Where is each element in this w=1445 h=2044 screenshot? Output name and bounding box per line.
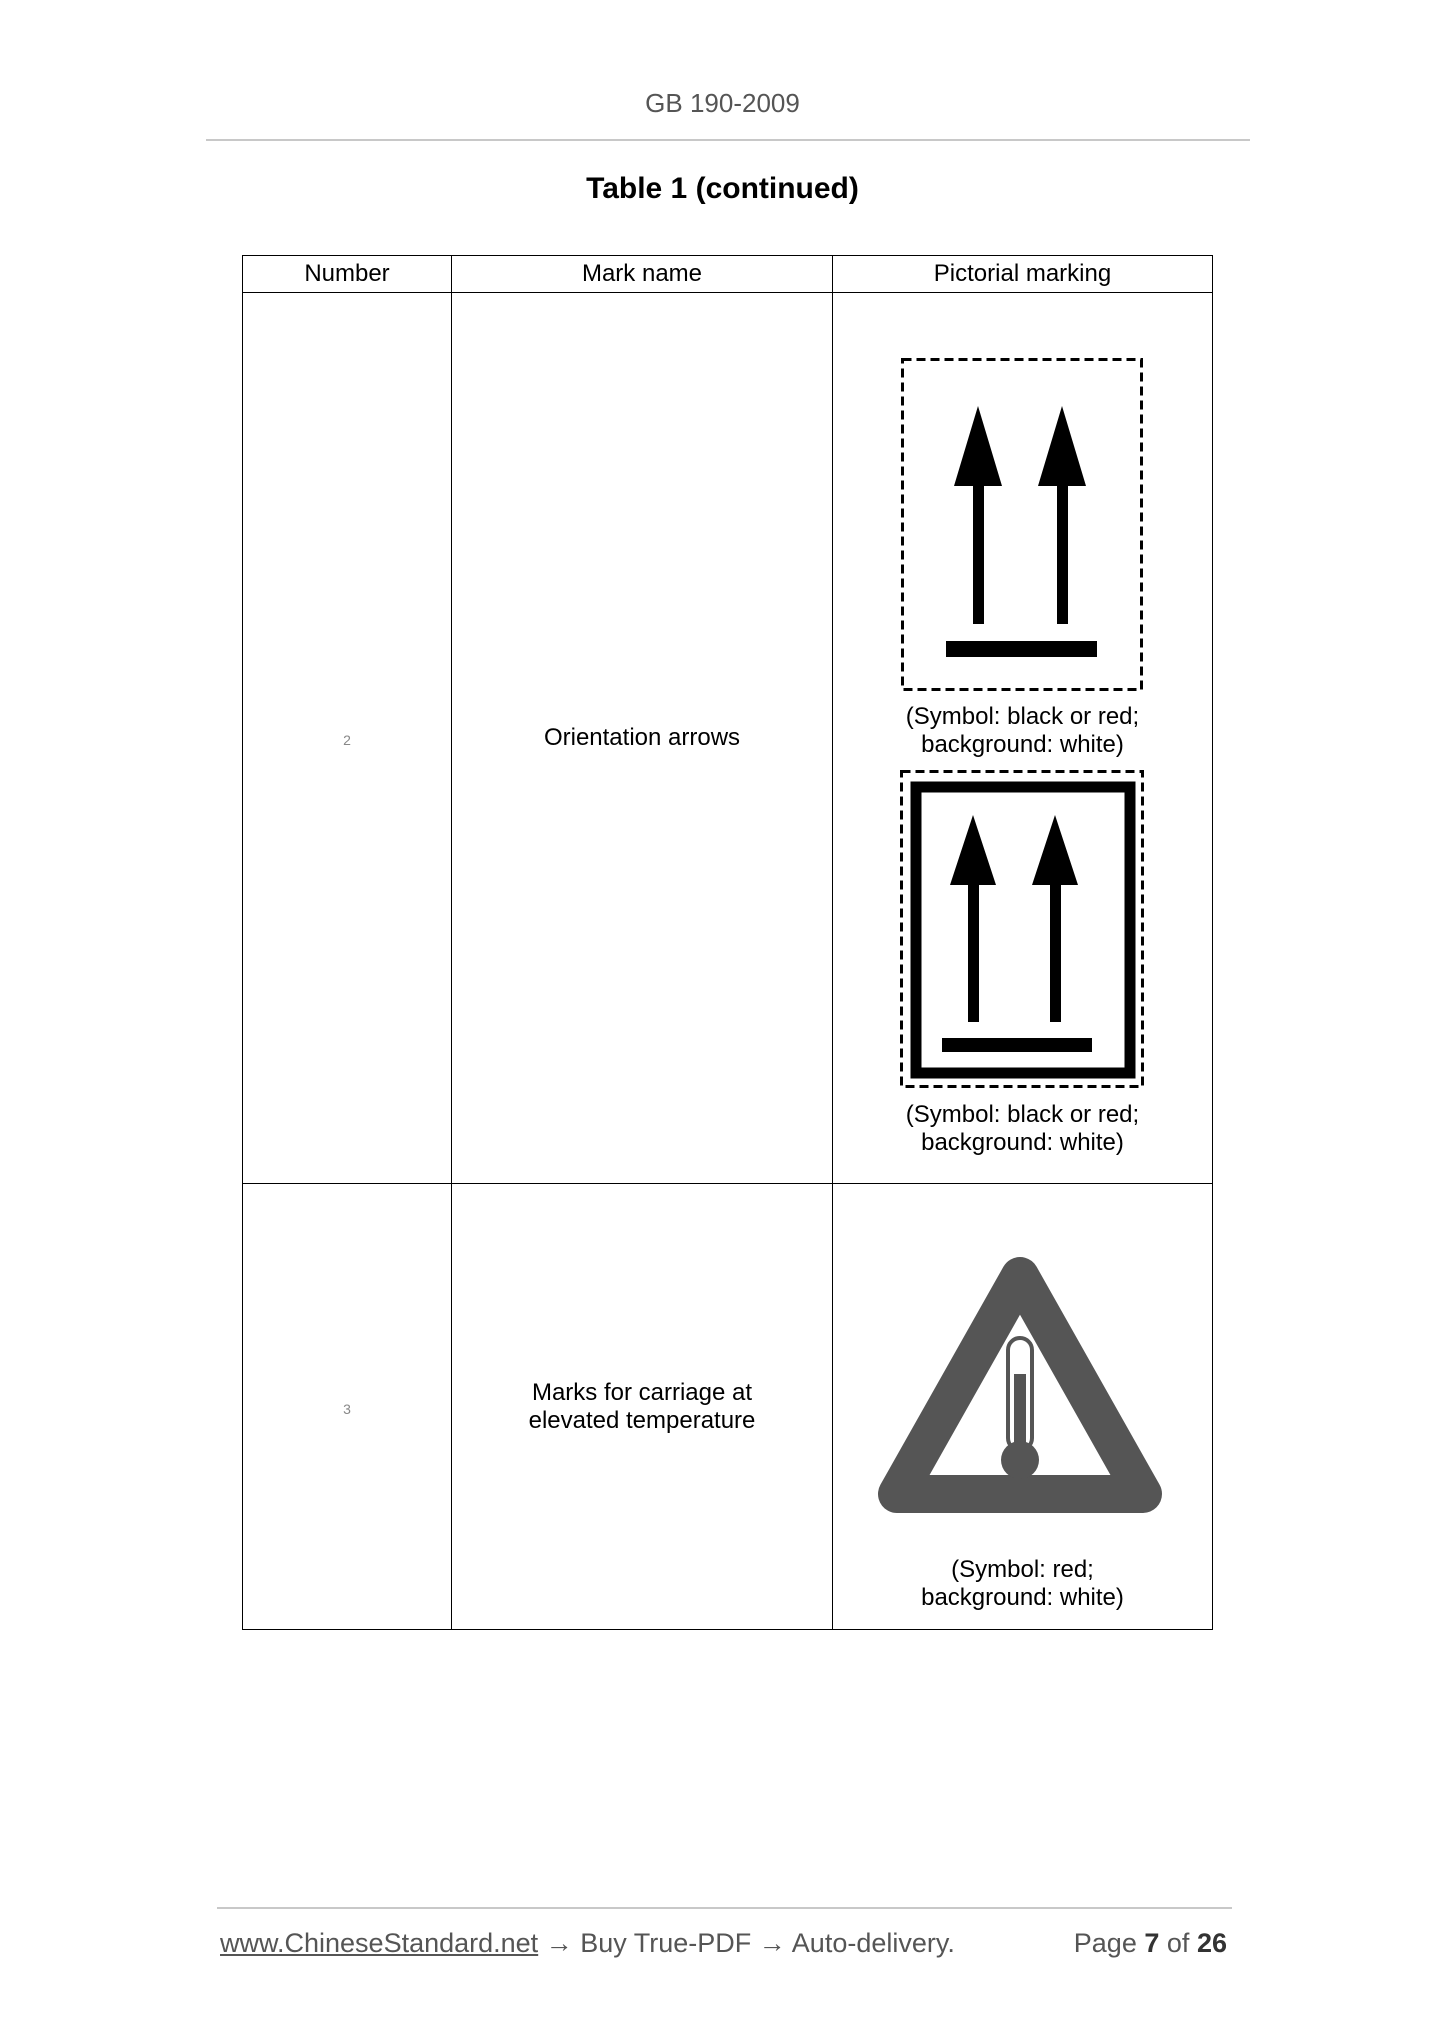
total-pages: 26 [1196,1928,1227,1958]
arrow-right-icon: → [545,1928,573,1958]
table-row [243,1184,1213,1630]
mark-name: Marks for carriage at elevated temperature [528,1378,756,1434]
document-header: GB 190-2009 [645,88,800,118]
footer-divider [217,1907,1232,1909]
column-header-mark-name: Mark name [452,256,833,293]
thermometer-warning-triangle-icon [867,1246,1173,1522]
header-divider [206,139,1250,141]
delivery-text: Auto-delivery. [791,1928,955,1958]
current-page: 7 [1144,1928,1160,1958]
row-number-cell [243,1184,452,1630]
mark-name-cell [452,293,833,1184]
mark-name-cell [452,1184,833,1630]
marks-table [242,255,1213,1630]
symbol-caption: (Symbol: black or red; background: white) [905,1101,1140,1156]
symbol-caption: (Symbol: black or red; background: white) [905,703,1140,758]
symbol-caption: (Symbol: red; background: white) [921,1556,1124,1611]
buy-text: Buy True-PDF [580,1928,752,1958]
column-header-number: Number [243,256,452,293]
page-indicator: Page 7 of 26 [1073,1928,1227,1958]
pictorial-cell [833,1184,1213,1630]
table-row [243,293,1213,1184]
footer-promo [220,1928,955,1959]
orientation-arrows-framed-icon [900,770,1144,1088]
row-number: 3 [343,1400,351,1417]
pictorial-cell [833,293,1213,1184]
table-title: Table 1 (continued) [586,172,859,205]
arrow-right-icon: → [758,1928,786,1958]
table-header-row [243,256,1213,293]
row-number-cell [243,293,452,1184]
orientation-arrows-icon [901,358,1147,693]
mark-name: Orientation arrows [543,724,741,751]
row-number: 2 [343,732,351,748]
website-link[interactable]: www.ChineseStandard.net [220,1928,539,1958]
column-header-pictorial-marking: Pictorial marking [833,256,1213,293]
